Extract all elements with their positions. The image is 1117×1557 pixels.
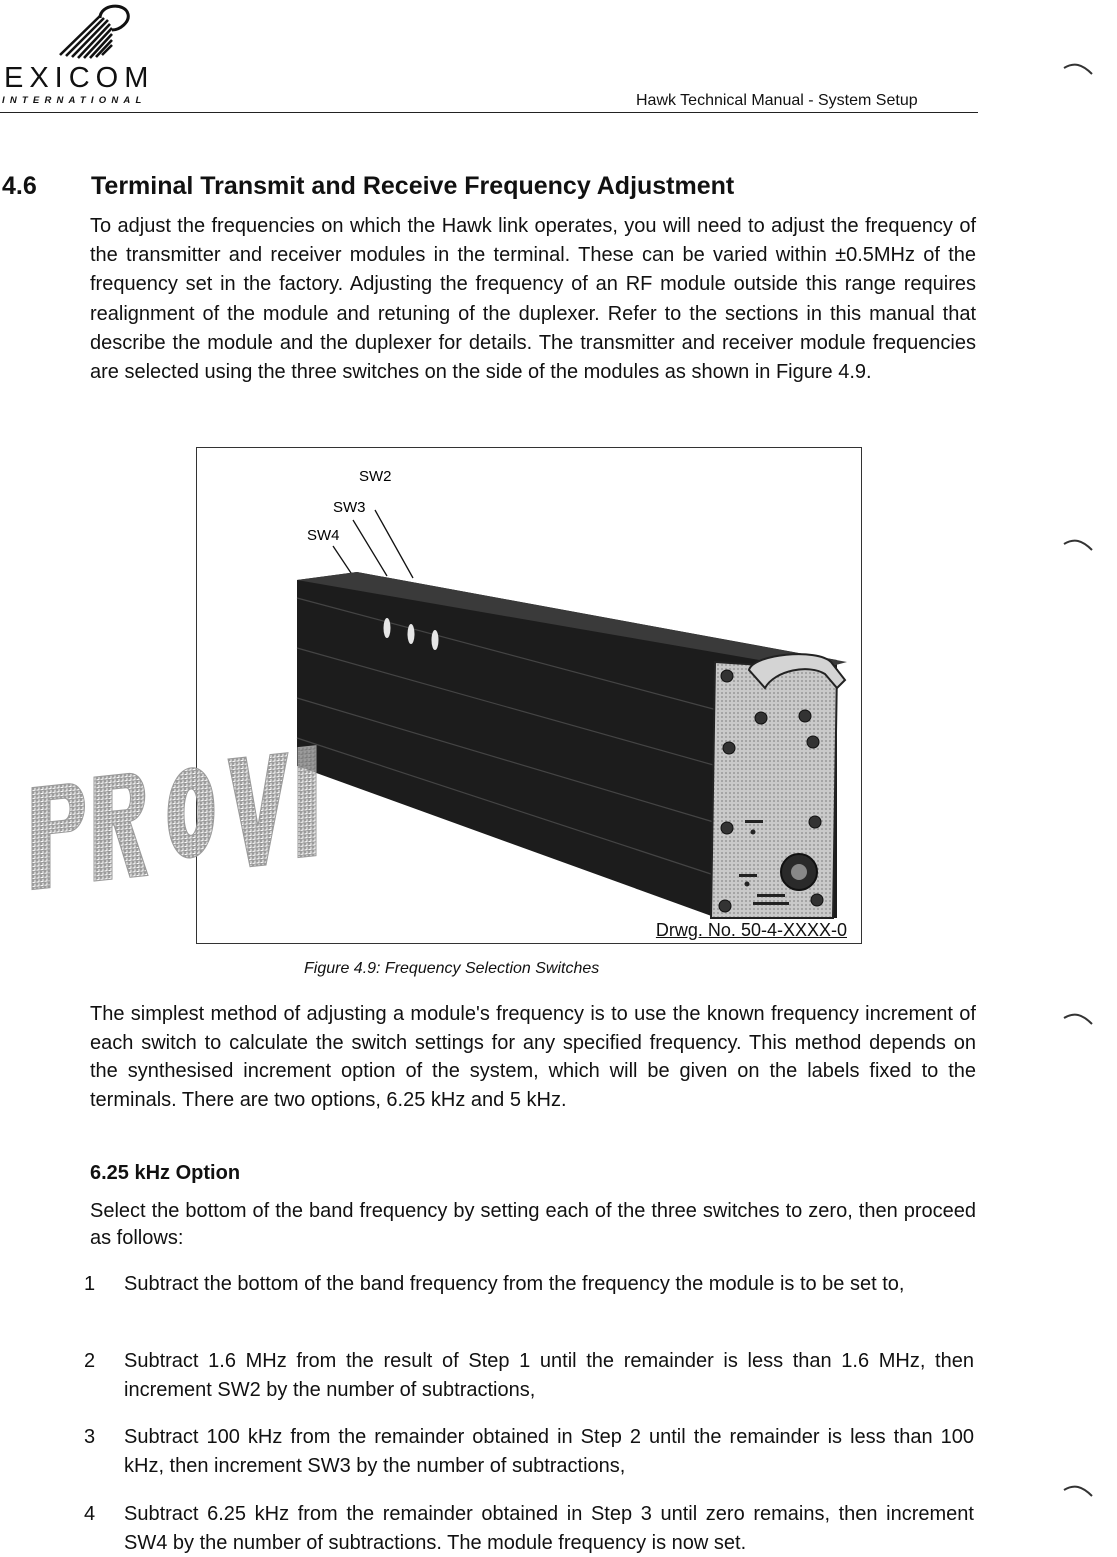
switch-leader-lines <box>333 510 413 578</box>
sw2-label: SW2 <box>359 468 392 485</box>
step-number: 3 <box>84 1426 96 1448</box>
sw3-label: SW3 <box>333 499 366 516</box>
manual-title: Hawk Technical Manual - System Setup <box>636 92 918 109</box>
step-item <box>84 1347 974 1404</box>
step-number: 2 <box>84 1350 96 1372</box>
step-item <box>84 1270 974 1299</box>
option-paragraph: Select the bottom of the band frequency by setting each of the three switches to zero, then proceed as follows: <box>90 1200 976 1249</box>
option-heading: 6.25 kHz Option <box>90 1162 241 1184</box>
section-title: Terminal Transmit and Receive Frequency Adjustment <box>91 172 735 200</box>
scan-margin-marks <box>1060 60 1110 1500</box>
exicom-logo <box>0 0 180 110</box>
step-item <box>84 1500 974 1557</box>
step-number: 4 <box>84 1503 96 1525</box>
sw2-hole <box>432 630 439 650</box>
step-text: Subtract 100 kHz from the remainder obtained in Step 2 until the remainder is less than 100 kHz, then increment SW3 by the number of subtractions, <box>124 1426 974 1477</box>
step-item <box>84 1423 974 1480</box>
method-paragraph: The simplest method of adjusting a module's frequency is to use the known frequency increment of each switch to calculate the switch settings for any specified frequency. This method depends on the synthesised increment option of the system, which will be given on the labels fixed to the terminals. There are two options, 6.25 kHz and 5 kHz. <box>90 1003 976 1111</box>
section-number: 4.6 <box>2 172 37 200</box>
bird-logo-icon <box>0 0 140 62</box>
step-number: 1 <box>84 1273 96 1295</box>
sw4-label: SW4 <box>307 527 340 544</box>
sw4-hole <box>384 618 391 638</box>
figure-caption: Figure 4.9: Frequency Selection Switches <box>304 960 600 977</box>
intro-paragraph: To adjust the frequencies on which the Hawk link operates, you will need to adjust the frequency of the transmitter and receiver modules in the terminal. These can be varied within ±0.5MHz of the frequency set in the factory. Adjusting the frequency of an RF module outside this range requires realignment of the module and retuning of the duplexer. Refer to the sections in this manual that describe the module and the duplexer for details. The transmitter and receiver module frequencies are selected using the three switches on the side of the modules as shown in Figure 4.9. <box>90 215 976 384</box>
brand-subtitle: INTERNATIONAL <box>2 95 147 106</box>
step-text: Subtract 6.25 kHz from the remainder obtained in Step 3 until zero remains, then increment SW4 by the number of subtractions. The module frequency is now set. <box>124 1503 974 1554</box>
step-text: Subtract 1.6 MHz from the result of Step 1 until the remainder is less than 1.6 MHz, then increment SW2 by the number of subtractions, <box>124 1350 974 1401</box>
brand-name: EXICOM <box>4 62 155 94</box>
header-divider <box>0 112 978 113</box>
step-text: Subtract the bottom of the band frequency from the frequency the module is to be set to, <box>124 1273 905 1295</box>
sw3-hole <box>408 624 415 644</box>
provisional-watermark <box>28 740 878 900</box>
drawing-number: Drwg. No. 50-4-XXXX-0 <box>655 920 847 940</box>
